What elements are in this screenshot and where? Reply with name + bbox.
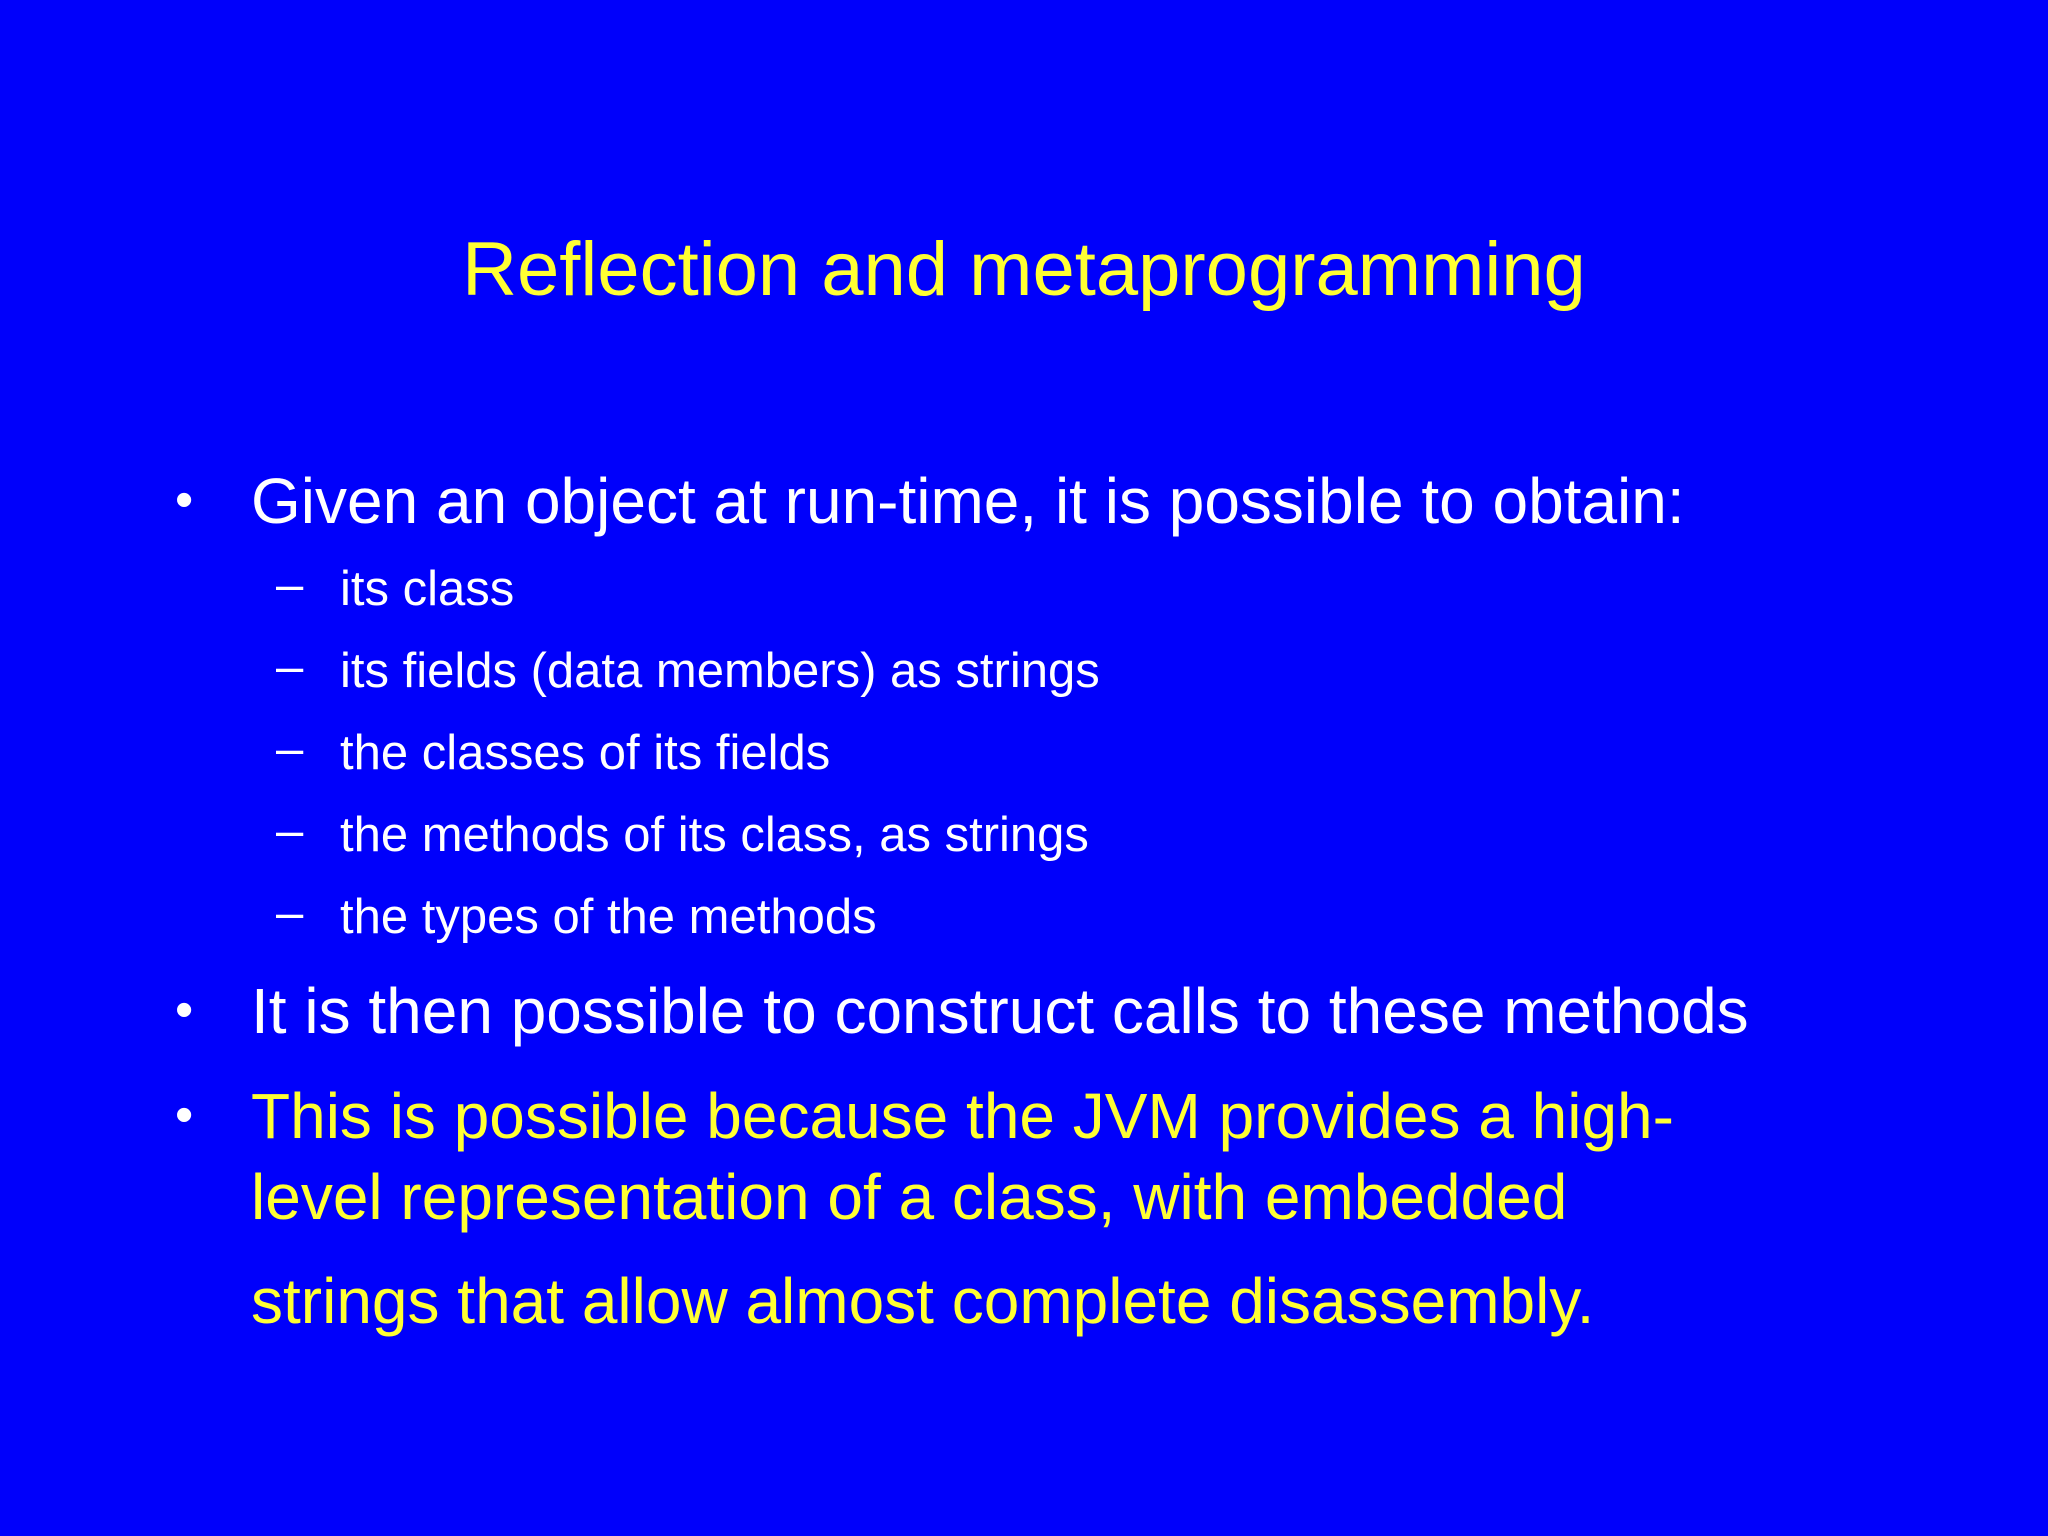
sub-item-text: its fields (data members) as strings	[340, 644, 1100, 698]
bullet-text-line: This is possible because the JVM provides a high-	[251, 1080, 1674, 1152]
sub-item-text: its class	[340, 562, 515, 616]
bullet-marker: •	[175, 981, 194, 1039]
bullet-marker: •	[175, 1086, 194, 1144]
sub-item-marker: –	[276, 558, 304, 612]
sub-item-text: the classes of its fields	[340, 726, 831, 780]
bullet-text: Given an object at run-time, it is possible to obtain:	[251, 465, 1685, 537]
slide-title: Reflection and metaprogramming	[462, 227, 1586, 312]
bullet-marker: •	[175, 471, 194, 529]
sub-item-marker: –	[276, 722, 304, 776]
sub-item-marker: –	[276, 886, 304, 940]
sub-item-marker: –	[276, 804, 304, 858]
sub-item-text: the types of the methods	[340, 890, 877, 944]
bullet-text-line: strings that allow almost complete disassembly.	[251, 1265, 1595, 1337]
sub-item-text: the methods of its class, as strings	[340, 808, 1089, 862]
bullet-text: It is then possible to construct calls to these methods	[251, 975, 1749, 1047]
sub-item-marker: –	[276, 640, 304, 694]
bullet-text-line: level representation of a class, with embedded	[251, 1161, 1568, 1233]
